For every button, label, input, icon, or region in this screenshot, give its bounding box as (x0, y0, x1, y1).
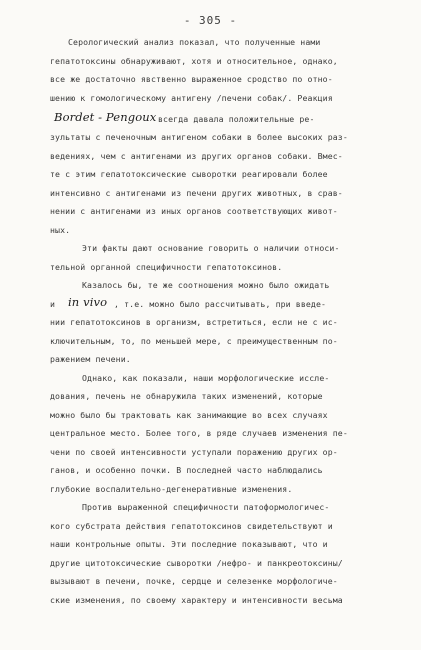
text-line: Казалось бы, те же соотношения можно было ожидать (82, 280, 330, 290)
text-line: ские изменения, по своему характеру и интенсивности весьма (50, 595, 343, 605)
text-line: зультаты с печеночным антигеном собаки в более высоких раз- (50, 132, 348, 142)
text-line: глубокие воспалительно-дегенеративные изменения. (50, 484, 293, 494)
text-line: ных. (50, 225, 71, 235)
text-line: дования, печень не обнаружила таких изменений, которые (50, 391, 323, 401)
text-line: и (50, 299, 56, 309)
text-line: Эти факты дают основание говорить о наличии относи- (82, 243, 340, 253)
text-line: нении с антигенами из иных органов соответствующих живот- (50, 206, 338, 216)
text-line: интенсивно с антигенами из печени других животных, в срав- (50, 188, 343, 198)
text-line: ганов, и особенно почки. В последней часто наблюдались (50, 465, 323, 475)
text-line: шению к гомологическому антигену /печени собак/. Реакция (50, 93, 333, 103)
text-line: Против выраженной специфичности патоформологичес- (82, 502, 330, 512)
page-number: - 305 - (183, 14, 238, 27)
text-line: тельной органной специфичности гепатотоксинов. (50, 262, 283, 272)
text-line: другие цитотоксические сыворотки /нефро- и панкреотоксины/ (50, 558, 343, 568)
text-line: всегда давала положительные ре- (158, 114, 315, 124)
text-line: все же достаточно явственно выраженное сродство по отно- (50, 74, 333, 84)
text-line: Однако, как показали, наши морфологические иссле- (82, 373, 330, 383)
text-line: наши контрольные опыты. Эти последние показывают, что и (50, 539, 328, 549)
text-line: нии гепатотоксинов в организм, встретиться, если не с ис- (50, 317, 338, 327)
text-line: , т.е. можно было рассчитывать, при введе- (114, 299, 327, 309)
handwritten-in-vivo: in vivo (68, 295, 108, 309)
handwritten-reaction-name: Bordet - Pengoux (54, 110, 157, 124)
text-line: гепатотоксины обнаруживают, хотя и относительное, однако, (50, 56, 338, 66)
text-line: ведениях, чем с антигенами из других органов собаки. Вмес- (50, 151, 343, 161)
text-line: Серологический анализ показал, что полученные нами (68, 37, 321, 47)
text-line: ражением печени. (50, 354, 131, 364)
text-line: чени по своей интенсивности уступали поражению других ор- (50, 447, 338, 457)
text-line: центральное место. Более того, в ряде случаев изменения пе- (50, 428, 348, 438)
text-line: можно было бы трактовать как занимающие во всех случаях (50, 410, 328, 420)
text-line: те с этим гепатотоксические сыворотки реагировали более (50, 169, 328, 179)
text-line: ключительным, то, по меньшей мере, с преимущественным по- (50, 336, 338, 346)
text-line: вызывают в печени, почке, сердце и селезенке морфологиче- (50, 576, 338, 586)
text-line: кого субстрата действия гепатотоксинов свидетельствуют и (50, 521, 333, 531)
